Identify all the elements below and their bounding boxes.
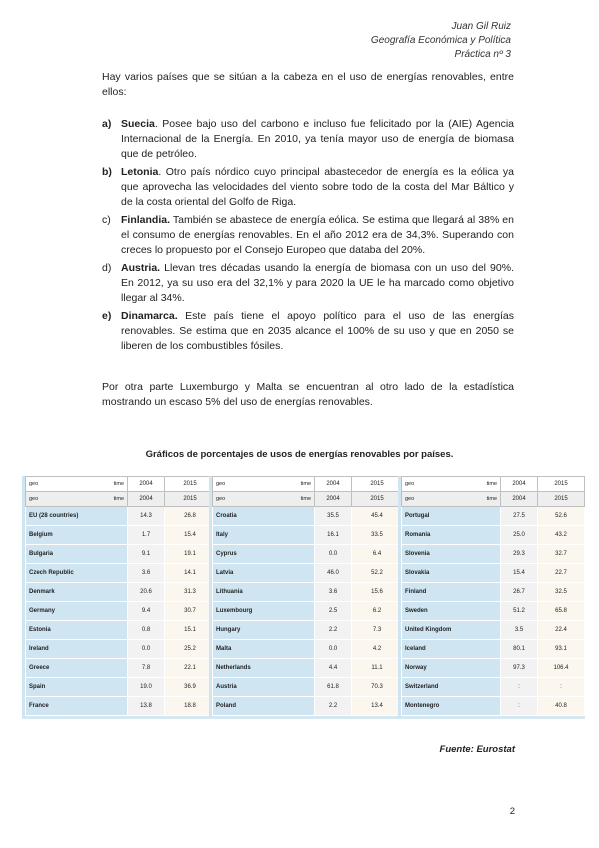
table-row	[402, 564, 585, 583]
value-2004: 35.5	[315, 507, 352, 526]
list-marker: e)	[102, 310, 112, 322]
country-cell: Montenegro	[402, 697, 501, 716]
list-item	[102, 261, 514, 306]
country-name: Austria.	[121, 262, 161, 274]
table-row	[26, 678, 216, 697]
table-row	[402, 545, 585, 564]
stats-table-3	[398, 476, 585, 719]
table-row	[26, 621, 216, 640]
country-name: Finlandia.	[121, 214, 171, 226]
table-row	[26, 697, 216, 716]
stats-table-2	[209, 476, 403, 719]
value-2015: :	[538, 678, 585, 697]
value-2015: 93.1	[538, 640, 585, 659]
table-row	[213, 621, 403, 640]
table-row	[26, 507, 216, 526]
value-2004: 26.7	[501, 583, 538, 602]
country-cell: Hungary	[213, 621, 315, 640]
country-cell: Croatia	[213, 507, 315, 526]
table-row	[26, 545, 216, 564]
table-row	[402, 697, 585, 716]
table-row	[213, 526, 403, 545]
country-cell: Romania	[402, 526, 501, 545]
country-cell: United Kingdom	[402, 621, 501, 640]
value-2015: 6.2	[352, 602, 403, 621]
value-2004: 97.3	[501, 659, 538, 678]
geo-time-header: geo time	[213, 477, 315, 492]
value-2015: 30.7	[165, 602, 216, 621]
value-2004: :	[501, 678, 538, 697]
value-2004: 4.4	[315, 659, 352, 678]
country-cell: Portugal	[402, 507, 501, 526]
table-row	[213, 545, 403, 564]
value-2015: 6.4	[352, 545, 403, 564]
table-row	[213, 583, 403, 602]
value-2004: 9.4	[128, 602, 165, 621]
year-header: 2015	[165, 492, 216, 507]
value-2004: :	[501, 697, 538, 716]
country-cell: Lithuania	[213, 583, 315, 602]
value-2004: 27.5	[501, 507, 538, 526]
country-cell: Netherlands	[213, 659, 315, 678]
country-cell: Cyprus	[213, 545, 315, 564]
value-2015: 52.6	[538, 507, 585, 526]
value-2015: 43.2	[538, 526, 585, 545]
author-name: Juan Gil Ruiz	[451, 21, 511, 32]
table-row	[402, 678, 585, 697]
list-marker: d)	[102, 262, 112, 274]
year-header: 2004	[128, 492, 165, 507]
country-text: Llevan tres décadas usando la energía de biomasa con un uso del 90%. En 2012, ya su uso era del 32,1% y para 2020 la UE le ha marcado como objetivo llegar al 34%.	[121, 262, 514, 304]
country-text: . Otro país nórdico cuyo principal abastecedor de energía es la eólica ya que aprovecha las velocidades del viento sobre todo de la costa del Mar Báltico y de la costa oriental del Golfo de Riga.	[121, 166, 514, 208]
value-2004: 0.0	[128, 640, 165, 659]
year-header: 2004	[128, 477, 165, 492]
country-cell: Estonia	[26, 621, 128, 640]
list-marker: c)	[102, 214, 111, 226]
year-header: 2004	[501, 492, 538, 507]
value-2004: 3.5	[501, 621, 538, 640]
value-2015: 26.8	[165, 507, 216, 526]
value-2015: 22.4	[538, 621, 585, 640]
country-cell: Germany	[26, 602, 128, 621]
value-2004: 46.0	[315, 564, 352, 583]
value-2004: 9.1	[128, 545, 165, 564]
value-2015: 65.8	[538, 602, 585, 621]
value-2015: 45.4	[352, 507, 403, 526]
geo-time-header: geo time	[26, 492, 128, 507]
year-header: 2015	[352, 492, 403, 507]
country-cell: Switzerland	[402, 678, 501, 697]
table-header-row	[213, 492, 403, 507]
country-cell: France	[26, 697, 128, 716]
table-row	[26, 640, 216, 659]
list-item	[102, 309, 514, 354]
value-2015: 106.4	[538, 659, 585, 678]
value-2004: 14.3	[128, 507, 165, 526]
value-2015: 52.2	[352, 564, 403, 583]
table-row	[213, 507, 403, 526]
source-caption: Fuente: Eurostat	[439, 744, 515, 755]
table-row	[26, 602, 216, 621]
value-2004: 2.2	[315, 621, 352, 640]
geo-time-header: geo time	[402, 492, 501, 507]
country-text: También se abastece de energía eólica. Se estima que llegará al 38% en el consumo de energías renovables. En el año 2012 era de 34,3%. Superando con creces lo propuesto por el Consejo Europeo que databa del 20%.	[121, 214, 514, 256]
value-2015: 31.3	[165, 583, 216, 602]
country-cell: Slovenia	[402, 545, 501, 564]
table-row	[26, 659, 216, 678]
country-cell: Czech Republic	[26, 564, 128, 583]
value-2004: 51.2	[501, 602, 538, 621]
value-2015: 40.8	[538, 697, 585, 716]
table-row	[402, 640, 585, 659]
geo-time-header: geo time	[213, 492, 315, 507]
table-header-row	[402, 492, 585, 507]
country-list	[102, 117, 514, 357]
value-2015: 13.4	[352, 697, 403, 716]
table-row	[26, 564, 216, 583]
value-2004: 3.6	[315, 583, 352, 602]
country-cell: Ireland	[26, 640, 128, 659]
table-row	[402, 602, 585, 621]
table-row	[26, 526, 216, 545]
value-2004: 7.8	[128, 659, 165, 678]
country-cell: Spain	[26, 678, 128, 697]
value-2015: 36.9	[165, 678, 216, 697]
table-header-row	[213, 477, 403, 492]
value-2004: 0.0	[315, 545, 352, 564]
country-name: Dinamarca.	[121, 310, 178, 322]
value-2004: 0.8	[128, 621, 165, 640]
year-header: 2004	[501, 477, 538, 492]
country-cell: Greece	[26, 659, 128, 678]
year-header: 2015	[165, 477, 216, 492]
value-2004: 61.8	[315, 678, 352, 697]
value-2015: 15.6	[352, 583, 403, 602]
table-row	[213, 640, 403, 659]
country-cell: Slovakia	[402, 564, 501, 583]
value-2004: 2.5	[315, 602, 352, 621]
country-name: Suecia	[121, 118, 155, 130]
country-cell: Poland	[213, 697, 315, 716]
value-2015: 15.1	[165, 621, 216, 640]
value-2015: 18.8	[165, 697, 216, 716]
value-2015: 70.3	[352, 678, 403, 697]
value-2004: 29.3	[501, 545, 538, 564]
country-cell: Finland	[402, 583, 501, 602]
table-header-row	[26, 477, 216, 492]
country-cell: Sweden	[402, 602, 501, 621]
table-row	[402, 659, 585, 678]
country-cell: Austria	[213, 678, 315, 697]
value-2004: 0.0	[315, 640, 352, 659]
value-2004: 16.1	[315, 526, 352, 545]
intro-paragraph: Hay varios países que se sitúan a la cabeza en el uso de energías renovables, entre ellos:	[102, 71, 514, 98]
outro-paragraph: Por otra parte Luxemburgo y Malta se encuentran al otro lado de la estadística mostrando un escaso 5% del uso de energías renovables.	[102, 381, 514, 408]
geo-time-header: geo time	[26, 477, 128, 492]
value-2004: 2.2	[315, 697, 352, 716]
geo-time-header: geo time	[402, 477, 501, 492]
value-2004: 19.0	[128, 678, 165, 697]
country-cell: Bulgaria	[26, 545, 128, 564]
table-row	[26, 583, 216, 602]
country-cell: Latvia	[213, 564, 315, 583]
year-header: 2015	[352, 477, 403, 492]
country-text: . Posee bajo uso del carbono e incluso fue felicitado por la (AIE) Agencia Internacional de la Energía. En 2010, ya tenía mayor uso de energía de biomasa que de petróleo.	[121, 118, 514, 160]
year-header: 2015	[538, 477, 585, 492]
year-header: 2015	[538, 492, 585, 507]
practice-number: Práctica nº 3	[454, 49, 511, 60]
value-2004: 25.0	[501, 526, 538, 545]
value-2015: 19.1	[165, 545, 216, 564]
value-2015: 22.1	[165, 659, 216, 678]
country-cell: Luxembourg	[213, 602, 315, 621]
list-marker: b)	[102, 166, 112, 178]
year-header: 2004	[315, 477, 352, 492]
country-cell: Denmark	[26, 583, 128, 602]
country-cell: Malta	[213, 640, 315, 659]
value-2015: 22.7	[538, 564, 585, 583]
value-2004: 3.6	[128, 564, 165, 583]
year-header: 2004	[315, 492, 352, 507]
table-row	[213, 564, 403, 583]
value-2015: 32.7	[538, 545, 585, 564]
subject-name: Geografía Económica y Política	[370, 35, 511, 46]
table-row	[402, 526, 585, 545]
table-row	[402, 507, 585, 526]
value-2004: 20.6	[128, 583, 165, 602]
value-2015: 7.3	[352, 621, 403, 640]
value-2004: 15.4	[501, 564, 538, 583]
stats-table	[401, 476, 585, 716]
value-2004: 80.1	[501, 640, 538, 659]
list-marker: a)	[102, 118, 112, 130]
stats-table	[212, 476, 403, 716]
document-header	[371, 20, 511, 62]
country-cell: Belgium	[26, 526, 128, 545]
country-cell: Italy	[213, 526, 315, 545]
tables-title: Gráficos de porcentajes de usos de energías renovables por países.	[145, 449, 454, 460]
country-name: Letonia	[121, 166, 159, 178]
table-header-row	[402, 477, 585, 492]
country-cell: Norway	[402, 659, 501, 678]
value-2015: 11.1	[352, 659, 403, 678]
country-cell: EU (28 countries)	[26, 507, 128, 526]
value-2015: 4.2	[352, 640, 403, 659]
value-2015: 25.2	[165, 640, 216, 659]
list-item	[102, 165, 514, 210]
country-text: Este país tiene el apoyo político para el uso de las energías renovables. Se estima que en 2035 alcance el 100% de su uso y que en 2050 se liberen de los combustibles fósiles.	[121, 310, 514, 352]
table-row	[213, 659, 403, 678]
table-row	[213, 697, 403, 716]
value-2015: 32.5	[538, 583, 585, 602]
value-2015: 33.5	[352, 526, 403, 545]
value-2015: 15.4	[165, 526, 216, 545]
page-number: 2	[509, 806, 515, 817]
value-2015: 14.1	[165, 564, 216, 583]
list-item	[102, 213, 514, 258]
table-row	[213, 602, 403, 621]
stats-table-1	[22, 476, 216, 719]
table-row	[402, 583, 585, 602]
country-cell: Iceland	[402, 640, 501, 659]
value-2004: 13.8	[128, 697, 165, 716]
table-header-row	[26, 492, 216, 507]
table-row	[213, 678, 403, 697]
table-row	[402, 621, 585, 640]
value-2004: 1.7	[128, 526, 165, 545]
stats-table	[25, 476, 216, 716]
list-item	[102, 117, 514, 162]
